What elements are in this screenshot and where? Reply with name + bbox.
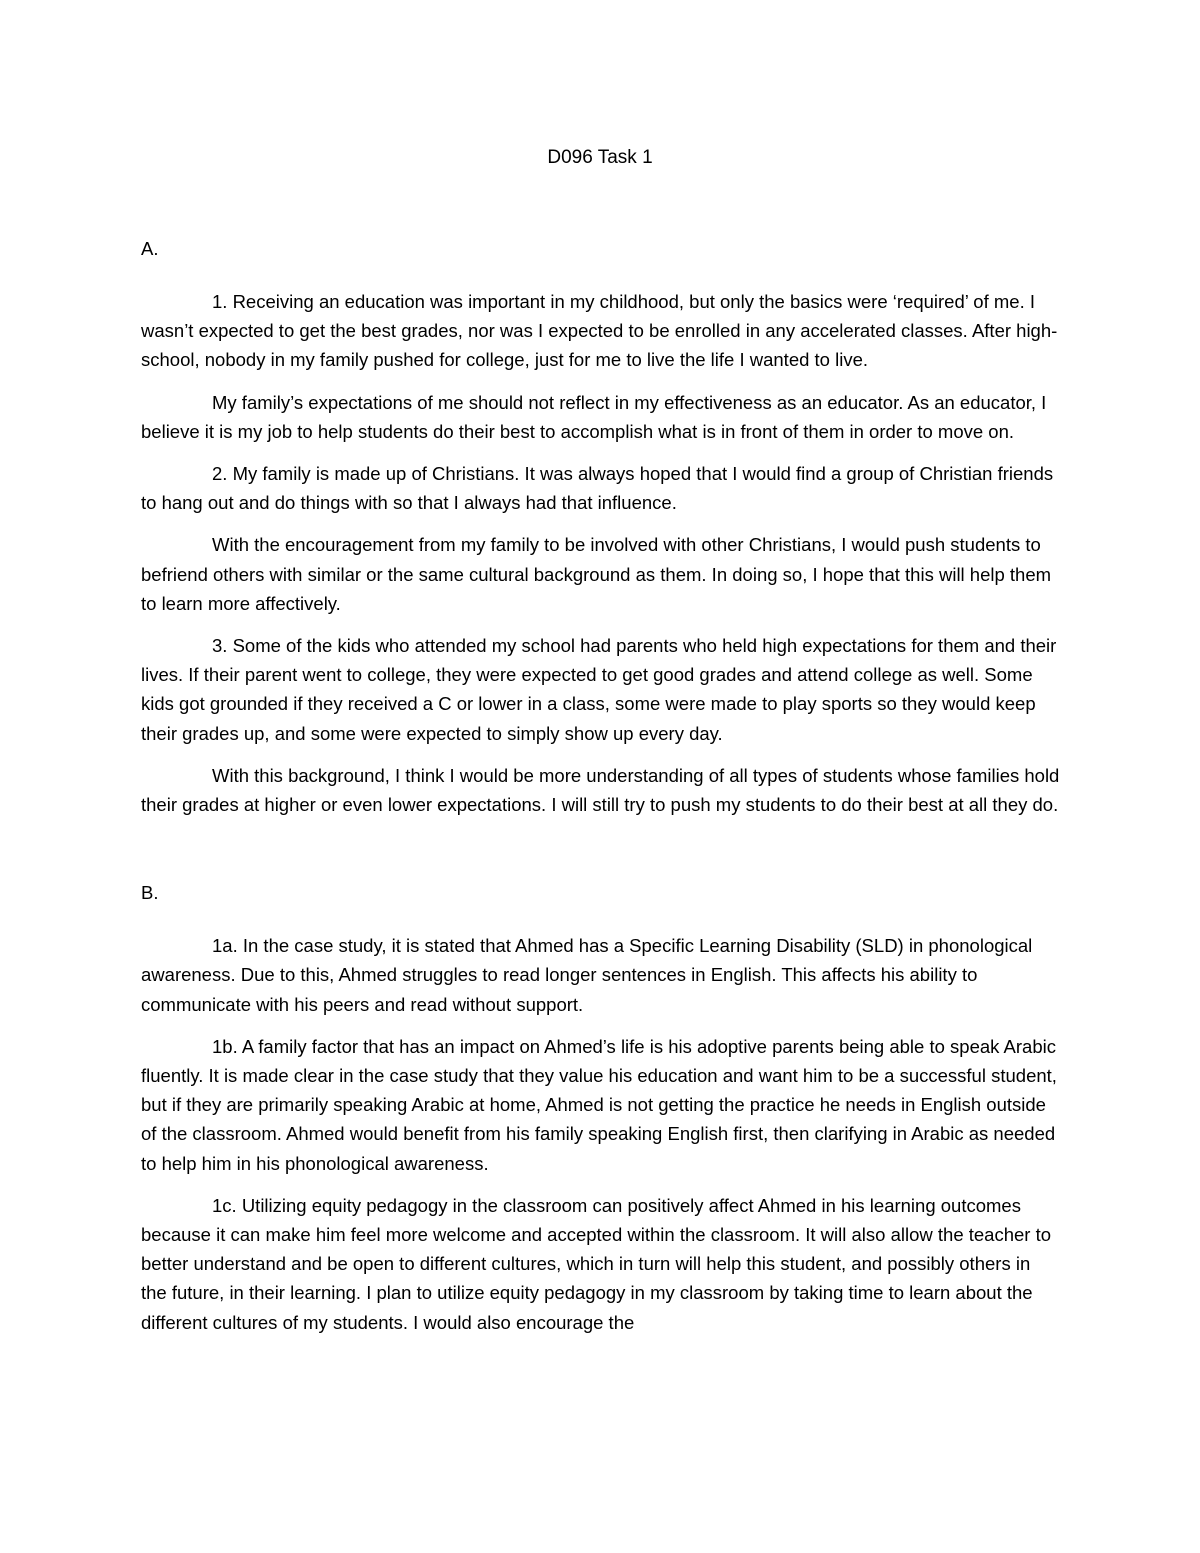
document-title: D096 Task 1 (547, 147, 653, 168)
section-b-paragraph-2: 1b. A family factor that has an impact on Ahmed’s life is his adoptive parents being able to speak Arabic fluently. It is made clear in the case study that they value his education and want him to be a successful student, but if they are primarily speaking Arabic at home, Ahmed is not getting the practice he needs in English outside of the classroom. Ahmed would benefit from his family speaking English first, then clarifying in Arabic as needed to help him in his phonological awareness. (141, 1035, 1057, 1174)
section-a-paragraph-2: My family’s expectations of me should not reflect in my effectiveness as an educator. As an educator, I believe it is my job to help students do their best to accomplish what is in front of them in order to move on. (141, 391, 1047, 442)
section-a-paragraph-6: With this background, I think I would be more understanding of all types of students whose families hold their grades at higher or even lower expectations. I will still try to push my students to do their best at all they do. (141, 764, 1060, 816)
section-b-paragraph-3: 1c. Utilizing equity pedagogy in the classroom can positively affect Ahmed in his learning outcomes because it can make him feel more welcome and accepted within the classroom. It will also allow the teacher to better understand and be open to different cultures, which in turn will help this student, and possibly others in the future, in their learning. I plan to utilize equity pedagogy in my classroom by taking time to learn about the different cultures of my students. I would also encourage the (141, 1194, 1052, 1333)
section-a-paragraph-3: 2. My family is made up of Christians. It was always hoped that I would find a group of Christian friends to hang out and do things with so that I always had that influence. (141, 463, 1054, 514)
document-body (141, 234, 1061, 1337)
section-a-paragraph-1: 1. Receiving an education was important in my childhood, but only the basics were ‘required’ of me. I wasn’t expected to get the best grades, nor was I expected to be enrolled in any accelerated classes. After high-school, nobody in my family pushed for college, just for me to live the life I wanted to live. (141, 291, 1058, 371)
section-a-paragraph-5: 3. Some of the kids who attended my school had parents who held high expectations for them and their lives. If their parent went to college, they were expected to get good grades and attend college as well. Some kids got grounded if they received a C or lower in a class, some were made to play sports so they would keep their grades up, and some were expected to simply show up every day. (141, 635, 1057, 744)
section-a-paragraph-4: With the encouragement from my family to be involved with other Christians, I would push students to befriend others with similar or the same cultural background as them. In doing so, I hope that this will help them to learn more affectively. (141, 534, 1052, 614)
section-b-paragraph-1: 1a. In the case study, it is stated that Ahmed has a Specific Learning Disability (SLD) in phonological awareness. Due to this, Ahmed struggles to read longer sentences in English. This affects his ability to communicate with his peers and read without support. (141, 935, 1033, 1015)
section-b-heading: B. (141, 882, 159, 904)
section-a-heading: A. (141, 238, 159, 259)
